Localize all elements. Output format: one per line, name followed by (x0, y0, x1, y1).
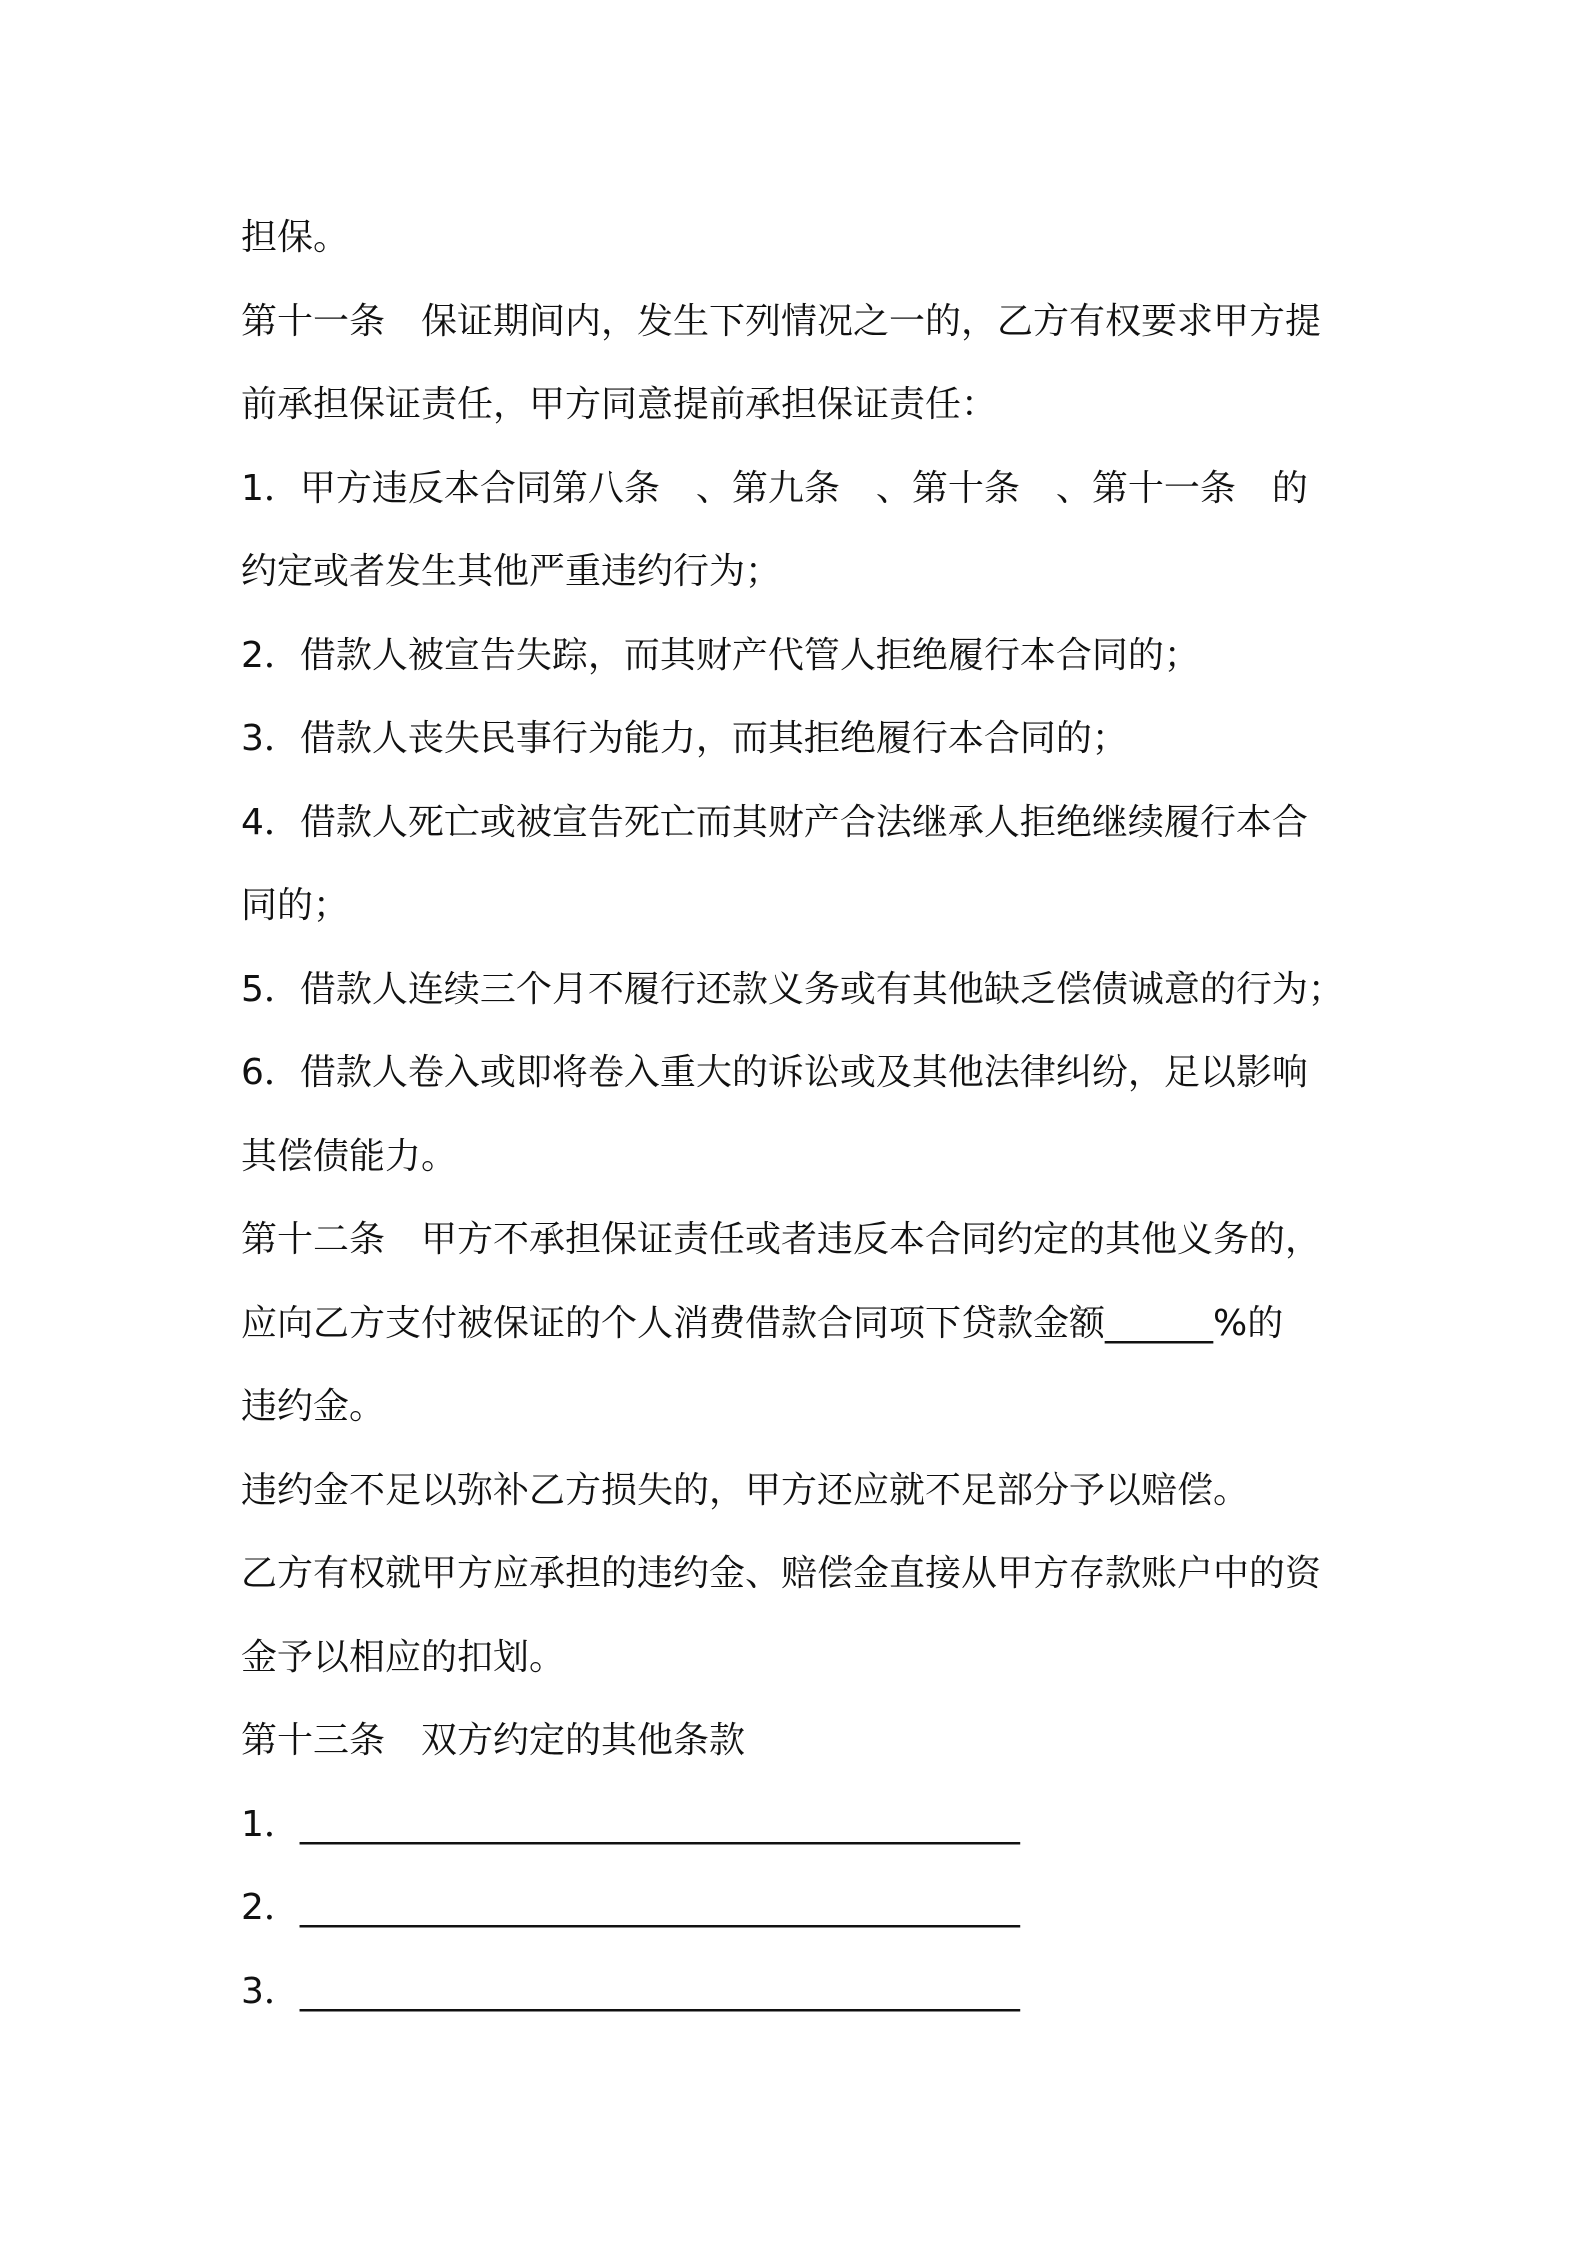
text-line: 金予以相应的扣划。 (241, 1636, 566, 1678)
list-item: 1．甲方违反本合同第八条 、第九条 、第十条 、第十一条 的 (241, 467, 1308, 509)
text-line: 乙方有权就甲方应承担的违约金、赔偿金直接从甲方存款账户中的资 (241, 1553, 1322, 1594)
list-item: 6．借款人卷入或即将卷入重大的诉讼或及其他法律纠纷，足以影响 (241, 1052, 1308, 1093)
list-item: 4．借款人死亡或被宣告死亡而其财产合法继承人拒绝继续履行本合 (241, 801, 1308, 843)
blank-term-line: 3．________________________________________ (241, 1970, 1020, 2012)
list-item: 3．借款人丧失民事行为能力，而其拒绝履行本合同的； (241, 718, 1128, 759)
article-13-heading: 第十三条 双方约定的其他条款 (241, 1720, 746, 1761)
list-item: 5．借款人连续三个月不履行还款义务或有其他缺乏偿债诚意的行为； (241, 968, 1344, 1010)
text-line: 其偿债能力。 (241, 1135, 458, 1177)
document-body (241, 196, 1361, 2033)
list-item: 2．借款人被宣告失踪，而其财产代管人拒绝履行本合同的； (241, 634, 1200, 676)
blank-term-line: 2．________________________________________ (241, 1887, 1020, 1928)
blank-term-line: 1．________________________________________ (241, 1803, 1020, 1845)
text-line: 担保。 (241, 217, 350, 258)
text-line: 前承担保证责任，甲方同意提前承担保证责任： (241, 384, 998, 425)
text-line: 同的； (241, 885, 350, 926)
text-line: 违约金。 (241, 1386, 386, 1427)
article-11-heading: 第十一条 保证期间内，发生下列情况之一的，乙方有权要求甲方提 (241, 300, 1322, 342)
text-line: 约定或者发生其他严重违约行为； (241, 551, 782, 592)
text-line: 违约金不足以弥补乙方损失的，甲方还应就不足部分予以赔偿。 (241, 1469, 1250, 1511)
text-line: 应向乙方支付被保证的个人消费借款合同项下贷款金额______%的 (241, 1302, 1284, 1344)
article-12-heading: 第十二条 甲方不承担保证责任或者违反本合同约定的其他义务的， (241, 1219, 1322, 1260)
other-terms-list (241, 1783, 1361, 2034)
